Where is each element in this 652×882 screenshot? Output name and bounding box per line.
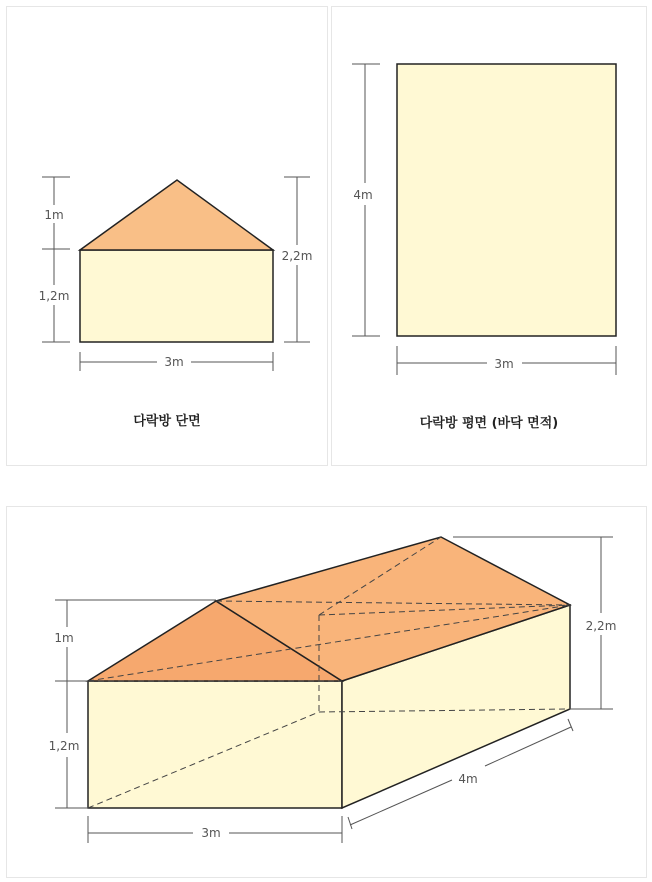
iso-wall-height-label: 1,2m: [48, 739, 80, 753]
section-diagram: [7, 7, 329, 467]
plan-depth-label: 4m: [353, 188, 373, 202]
plan-diagram: [332, 7, 648, 467]
section-total-height-label: 2,2m: [281, 249, 313, 263]
section-roof-dim-line: [42, 177, 70, 342]
iso-depth-label: 4m: [458, 772, 478, 786]
section-wall: [80, 250, 273, 342]
section-panel: [6, 6, 328, 466]
section-width-label: 3m: [164, 355, 184, 369]
plan-caption: 다락방 평면 (바닥 면적): [419, 416, 559, 431]
plan-floor: [397, 64, 616, 336]
iso-diagram: [7, 507, 648, 879]
iso-total-height-label: 2,2m: [585, 619, 617, 633]
plan-panel: [331, 6, 647, 466]
section-wall-height-label: 1,2m: [38, 289, 70, 303]
iso-width-label: 3m: [201, 826, 221, 840]
section-roof-height-label: 1m: [44, 208, 64, 222]
section-caption: 다락방 단면: [133, 414, 201, 429]
iso-front-wall: [88, 681, 342, 808]
plan-width-label: 3m: [494, 357, 514, 371]
section-roof: [80, 180, 273, 250]
iso-roof-height-label: 1m: [54, 631, 74, 645]
iso-panel: [6, 506, 647, 878]
